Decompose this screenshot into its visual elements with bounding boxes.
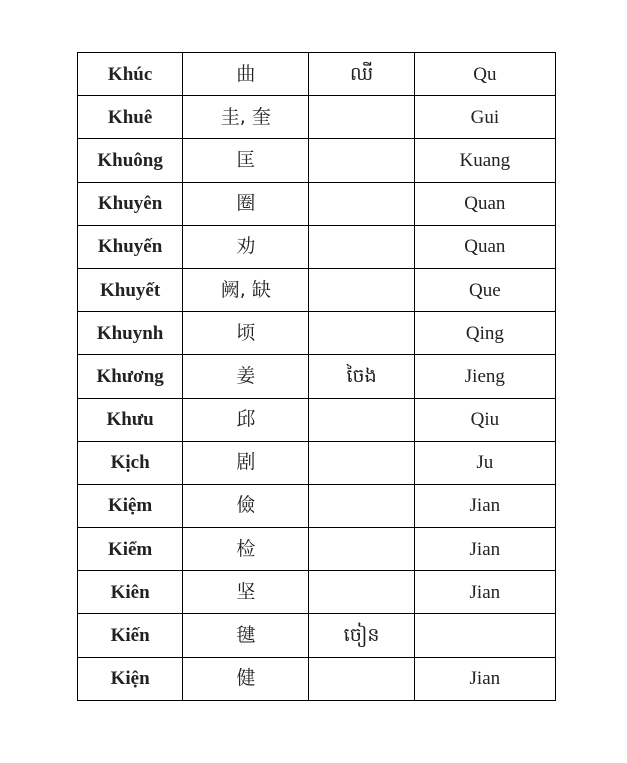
table-row [78, 139, 556, 182]
vietnamese-name-cell: Khương [78, 355, 183, 398]
khmer-name-cell: ចៀន [309, 614, 414, 657]
pinyin-cell: Gui [414, 96, 555, 139]
khmer-name-cell [309, 268, 414, 311]
vietnamese-name-cell: Kiện [78, 657, 183, 700]
vietnamese-name-cell: Khuyết [78, 268, 183, 311]
vietnamese-name-cell: Khuông [78, 139, 183, 182]
han-character-cell: 邱 [183, 398, 309, 441]
khmer-name-cell [309, 528, 414, 571]
khmer-name-cell [309, 571, 414, 614]
pinyin-cell: Jian [414, 528, 555, 571]
khmer-name-cell: ចៃង [309, 355, 414, 398]
khmer-name-cell [309, 96, 414, 139]
han-character-cell: 儉 [183, 484, 309, 527]
vietnamese-name-cell: Kiểm [78, 528, 183, 571]
table-row [78, 657, 556, 700]
table-row [78, 398, 556, 441]
pinyin-cell: Jieng [414, 355, 555, 398]
pinyin-cell: Quan [414, 182, 555, 225]
vietnamese-name-cell: Kịch [78, 441, 183, 484]
pinyin-cell: Qiu [414, 398, 555, 441]
vietnamese-name-cell: Kiến [78, 614, 183, 657]
vietnamese-name-cell: Kiệm [78, 484, 183, 527]
name-correspondence-table [77, 52, 556, 701]
han-character-cell: 劝 [183, 225, 309, 268]
han-character-cell: 坚 [183, 571, 309, 614]
table-row [78, 355, 556, 398]
khmer-name-cell: ឈី [309, 53, 414, 96]
table-row [78, 96, 556, 139]
khmer-name-cell [309, 139, 414, 182]
han-character-cell: 毽 [183, 614, 309, 657]
table-row [78, 614, 556, 657]
khmer-name-cell [309, 398, 414, 441]
han-character-cell: 圈 [183, 182, 309, 225]
pinyin-cell: Que [414, 268, 555, 311]
khmer-name-cell [309, 182, 414, 225]
pinyin-cell: Qing [414, 312, 555, 355]
han-character-cell: 阙, 缺 [183, 268, 309, 311]
vietnamese-name-cell: Khuynh [78, 312, 183, 355]
han-character-cell: 圭, 奎 [183, 96, 309, 139]
pinyin-cell: Quan [414, 225, 555, 268]
han-character-cell: 顷 [183, 312, 309, 355]
vietnamese-name-cell: Khúc [78, 53, 183, 96]
table-row [78, 484, 556, 527]
khmer-name-cell [309, 312, 414, 355]
vietnamese-name-cell: Khuê [78, 96, 183, 139]
han-character-cell: 曲 [183, 53, 309, 96]
vietnamese-name-cell: Khuyên [78, 182, 183, 225]
vietnamese-name-cell: Khuyến [78, 225, 183, 268]
pinyin-cell [414, 614, 555, 657]
khmer-name-cell [309, 484, 414, 527]
han-character-cell: 剧 [183, 441, 309, 484]
table-row [78, 268, 556, 311]
khmer-name-cell [309, 657, 414, 700]
pinyin-cell: Kuang [414, 139, 555, 182]
table-row [78, 182, 556, 225]
han-character-cell: 检 [183, 528, 309, 571]
table-row [78, 53, 556, 96]
vietnamese-name-cell: Kiên [78, 571, 183, 614]
khmer-name-cell [309, 441, 414, 484]
han-character-cell: 姜 [183, 355, 309, 398]
table-row [78, 312, 556, 355]
pinyin-cell: Qu [414, 53, 555, 96]
pinyin-cell: Jian [414, 484, 555, 527]
han-character-cell: 健 [183, 657, 309, 700]
khmer-name-cell [309, 225, 414, 268]
table-row [78, 571, 556, 614]
pinyin-cell: Jian [414, 571, 555, 614]
vietnamese-name-cell: Khưu [78, 398, 183, 441]
table-body [78, 53, 556, 701]
han-character-cell: 匡 [183, 139, 309, 182]
table-row [78, 441, 556, 484]
pinyin-cell: Ju [414, 441, 555, 484]
table-row [78, 225, 556, 268]
table-row [78, 528, 556, 571]
pinyin-cell: Jian [414, 657, 555, 700]
